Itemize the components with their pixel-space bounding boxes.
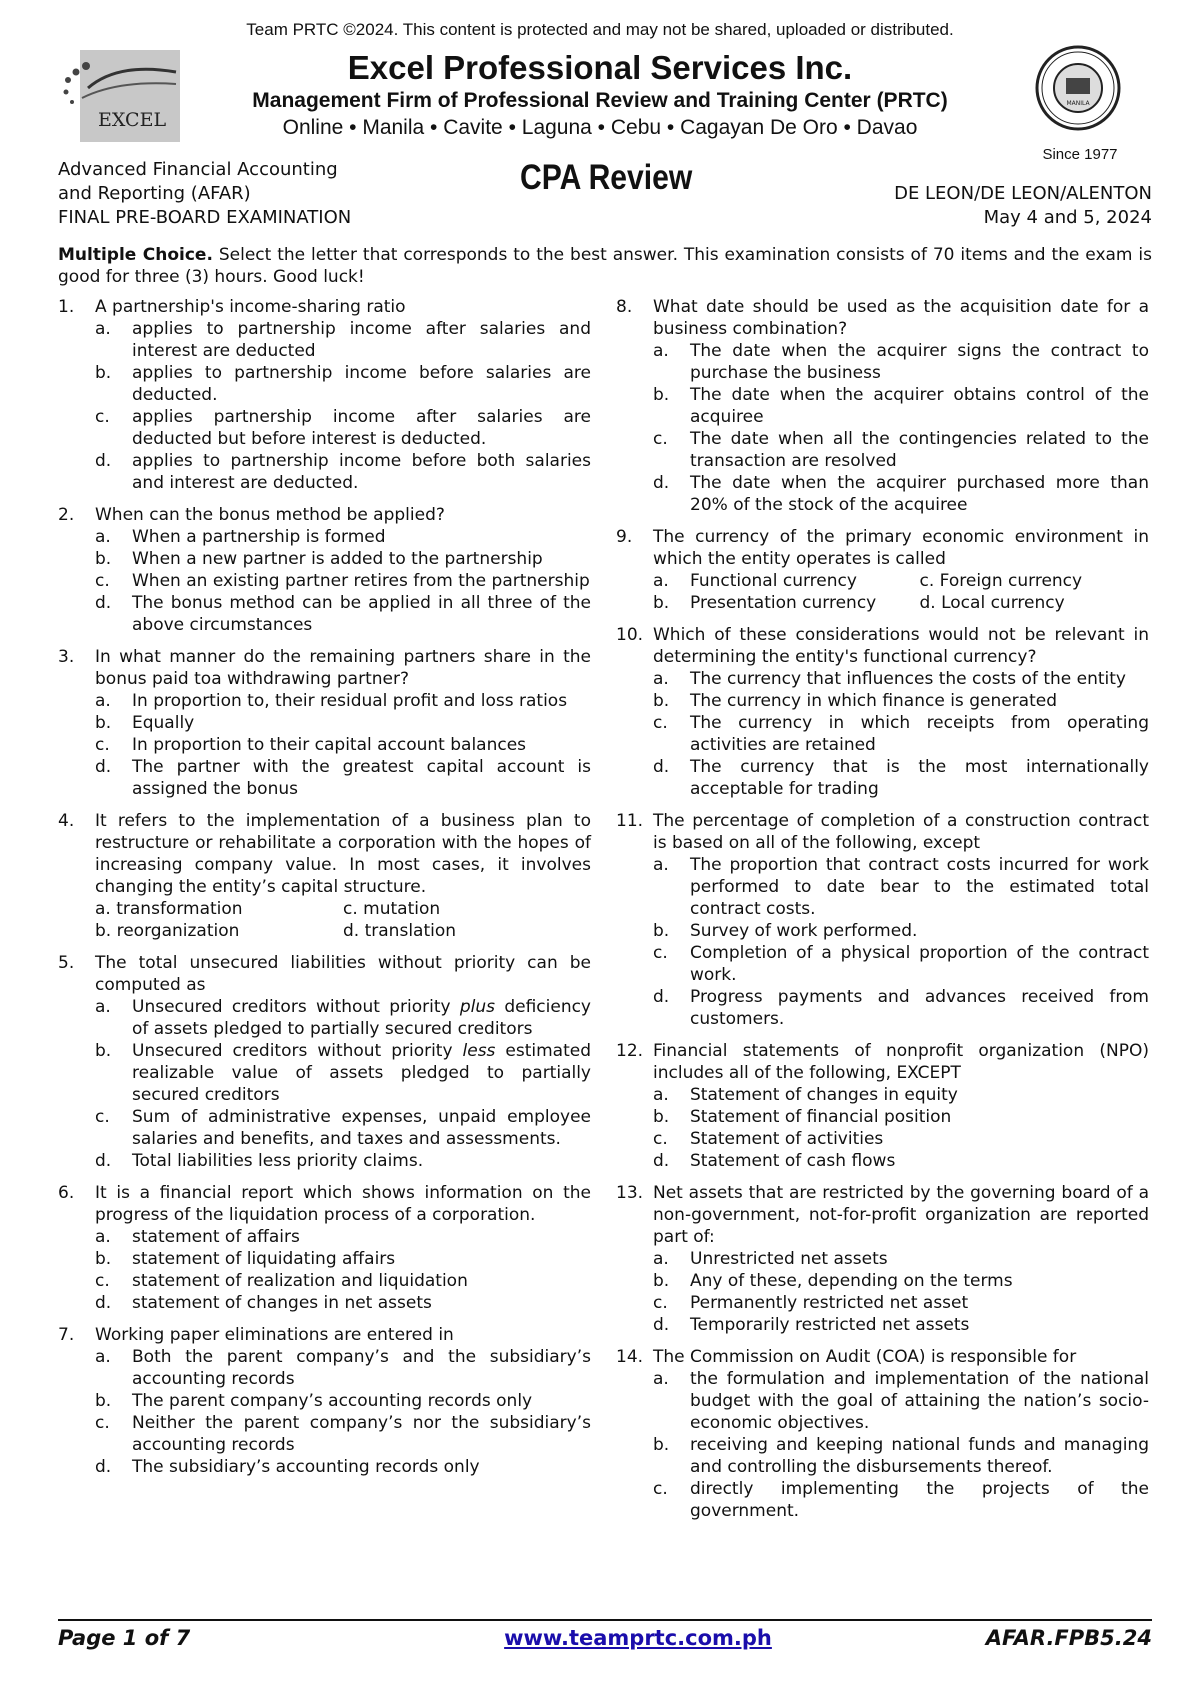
- option: b. receiving and keeping national funds and managing and controlling the disbursements thereof.: [653, 1435, 1149, 1477]
- company-header: [180, 48, 1020, 142]
- option: d. The date when the acquirer purchased more than 20% of the stock of the acquiree: [653, 473, 1149, 515]
- option: c. directly implementing the projects of the government.: [653, 1479, 1149, 1521]
- option: a. applies to partnership income after salaries and interest are deducted: [95, 319, 591, 361]
- instructions-text: Select the letter that corresponds to the best answer. This examination consists of 70 items and the exam is good for three (3) hours. Good luck!: [58, 245, 1152, 287]
- copyright-notice: Team PRTC ©2024. This content is protected and may not be shared, uploaded or distributed.: [246, 20, 954, 39]
- option: c. In proportion to their capital account balances: [95, 735, 527, 755]
- option: c. Permanently restricted net asset: [653, 1293, 969, 1313]
- option: a. The currency that influences the costs of the entity: [653, 669, 1126, 689]
- option: d. statement of changes in net assets: [95, 1293, 432, 1313]
- option: b. Unsecured creditors without priority less estimated realizable value of assets pledged to partially secured creditors: [95, 1041, 591, 1105]
- excel-logo: [58, 50, 180, 142]
- question-13: 13. Net assets that are restricted by the governing board of a non-government, not-for-profit organization are reported part of: a. Unrestricted net assets b. Any of these, depending on the terms c. Permanently restricted net asset d. Temporarily restricted net assets: [616, 1183, 1149, 1335]
- option: b. Presentation currency: [653, 593, 877, 613]
- option: d. The partner with the greatest capital account is assigned the bonus: [95, 757, 591, 799]
- instructions: [58, 244, 1152, 288]
- left-column: [58, 296, 591, 1488]
- authors: DE LEON/DE LEON/ALENTON: [894, 183, 1152, 204]
- prtc-seal: [1035, 45, 1121, 131]
- option: b. The date when the acquirer obtains control of the acquiree: [653, 385, 1149, 427]
- option: b. reorganization: [95, 921, 240, 941]
- option: d. The currency that is the most internationally acceptable for trading: [653, 757, 1149, 799]
- option: d. Statement of cash flows: [653, 1151, 896, 1171]
- option: b. The currency in which finance is generated: [653, 691, 1057, 711]
- option: c. mutation: [343, 899, 441, 919]
- option: a. The date when the acquirer signs the contract to purchase the business: [653, 341, 1149, 383]
- subject-info: [58, 158, 351, 230]
- option: b. When a new partner is added to the partnership: [95, 549, 543, 569]
- exam-type: FINAL PRE-BOARD EXAMINATION: [58, 207, 352, 228]
- authors-block: [894, 182, 1152, 230]
- question-2: 2. When can the bonus method be applied? a. When a partnership is formed b. When a new partner is added to the partnership c. When an existing partner retires from the partnership d. The bonus method can be applied in all three of the above circumstances: [58, 505, 591, 635]
- question-8: 8. What date should be used as the acquisition date for a business combination? a. The date when the acquirer signs the contract to purchase the business b. The date when the acquirer obtains control of the acquiree c. The date when all the contingencies related to the transaction are resolved d. The date when the acquirer purchased more than 20% of the stock of the acquiree: [616, 297, 1149, 515]
- option: b. Any of these, depending on the terms: [653, 1271, 1013, 1291]
- option: a. the formulation and implementation of the national budget with the goal of attaining the nation’s socio-economic objectives.: [653, 1369, 1149, 1433]
- option: a. Functional currency: [653, 571, 857, 591]
- exam-date: May 4 and 5, 2024: [983, 207, 1152, 228]
- option: a. transformation: [95, 899, 243, 919]
- company-name: Excel Professional Services Inc.: [347, 49, 853, 86]
- option: d. translation: [343, 921, 457, 941]
- option: b. Statement of financial position: [653, 1107, 952, 1127]
- option: c. Completion of a physical proportion of the contract work.: [653, 943, 1149, 985]
- subject-line-2: and Reporting (AFAR): [58, 183, 251, 204]
- question-4: 4. It refers to the implementation of a business plan to restructure or rehabilitate a corporation with the hopes of increasing company value. In most cases, it involves changing the entity’s capital structure. a. transformation c. mutation b. reorganization d. translation: [58, 811, 591, 941]
- right-column: [616, 296, 1149, 1532]
- website-link[interactable]: www.teamprtc.com.ph: [504, 1626, 772, 1650]
- svg-text:MANILA: MANILA: [1066, 100, 1090, 107]
- svg-text:EXCEL: EXCEL: [98, 109, 167, 131]
- subject-line-1: Advanced Financial Accounting: [58, 159, 338, 180]
- page-number: Page 1 of 7: [58, 1626, 191, 1650]
- footer-divider: [58, 1619, 1152, 1621]
- question-10: 10. Which of these considerations would not be relevant in determining the entity's functional currency? a. The currency that influences the costs of the entity b. The currency in which finance is generated c. The currency in which receipts from operating activities are retained d. The currency that is the most internationally acceptable for trading: [616, 625, 1149, 799]
- option: c. Statement of activities: [653, 1129, 884, 1149]
- question-14: 14. The Commission on Audit (COA) is responsible for a. the formulation and implementation of the national budget with the goal of attaining the nation’s socio-economic objectives. b. receiving and keeping national funds and managing and controlling the disbursements thereof. c. directly implementing the projects of the government.: [616, 1347, 1149, 1521]
- option: b. Equally: [95, 713, 195, 733]
- option: c. Neither the parent company’s nor the subsidiary’s accounting records: [95, 1413, 591, 1455]
- option-grid: [95, 898, 591, 942]
- question-12: 12. Financial statements of nonprofit organization (NPO) includes all of the following, EXCEPT a. Statement of changes in equity b. Statement of financial position c. Statement of activities d. Statement of cash flows: [616, 1041, 1149, 1171]
- option: c. When an existing partner retires from the partnership: [95, 571, 590, 591]
- option-grid: [653, 570, 1149, 614]
- option: d. Progress payments and advances received from customers.: [653, 987, 1149, 1029]
- option: a. In proportion to, their residual profit and loss ratios: [95, 691, 568, 711]
- option: c. The date when all the contingencies related to the transaction are resolved: [653, 429, 1149, 471]
- option: b. applies to partnership income before salaries are deducted.: [95, 363, 591, 405]
- question-5: 5. The total unsecured liabilities without priority can be computed as a. Unsecured creditors without priority plus deficiency of assets pledged to partially secured creditors b. Unsecured creditors without priority less estimated realizable value of assets pledged to partially secured creditors c. Sum of administrative expenses, unpaid employee salaries and benefits, and taxes and assessments. d. Total liabilities less priority claims.: [58, 953, 591, 1171]
- option: a. Statement of changes in equity: [653, 1085, 958, 1105]
- question-6: 6. It is a financial report which shows information on the progress of the liquidation process of a corporation. a. statement of affairs b. statement of liquidating affairs c. statement of realization and liquidation d. statement of changes in net assets: [58, 1183, 591, 1313]
- option: c. applies partnership income after salaries are deducted but before interest is deducted.: [95, 407, 591, 449]
- question-3: 3. In what manner do the remaining partners share in the bonus paid toa withdrawing partner? a. In proportion to, their residual profit and loss ratios b. Equally c. In proportion to their capital account balances d. The partner with the greatest capital account is assigned the bonus: [58, 647, 591, 799]
- option: d. Temporarily restricted net assets: [653, 1315, 970, 1335]
- option: a. statement of affairs: [95, 1227, 300, 1247]
- branch-list: Online • Manila • Cavite • Laguna • Cebu • Cagayan De Oro • Davao: [282, 116, 918, 139]
- option: a. The proportion that contract costs incurred for work performed to date bear to the estimated total contract costs.: [653, 855, 1149, 919]
- option: c. statement of realization and liquidation: [95, 1271, 468, 1291]
- since-label: Since 1977: [1042, 146, 1118, 163]
- option: b. Survey of work performed.: [653, 921, 918, 941]
- option: d. Local currency: [919, 593, 1065, 613]
- option: c. Foreign currency: [919, 571, 1083, 591]
- option: d. applies to partnership income before both salaries and interest are deducted.: [95, 451, 591, 493]
- question-7: 7. Working paper eliminations are entered in a. Both the parent company’s and the subsidiary’s accounting records b. The parent company’s accounting records only c. Neither the parent company’s nor the subsidiary’s accounting records d. The subsidiary’s accounting records only: [58, 1325, 591, 1477]
- option: a. Unsecured creditors without priority plus deficiency of assets pledged to partially secured creditors: [95, 997, 591, 1039]
- option: a. When a partnership is formed: [95, 527, 386, 547]
- option: c. Sum of administrative expenses, unpaid employee salaries and benefits, and taxes and assessments.: [95, 1107, 591, 1149]
- option: b. statement of liquidating affairs: [95, 1249, 396, 1269]
- option: b. The parent company’s accounting records only: [95, 1391, 533, 1411]
- instructions-label: Multiple Choice.: [58, 245, 213, 265]
- option: a. Unrestricted net assets: [653, 1249, 888, 1269]
- exam-code: AFAR.FPB5.24: [985, 1626, 1152, 1650]
- question-1: 1. A partnership's income-sharing ratio a. applies to partnership income after salaries and interest are deducted b. applies to partnership income before salaries are deducted. c. applies partnership income after salaries are deducted but before interest is deducted. d. applies to partnership income before both salaries and interest are deducted.: [58, 297, 591, 493]
- cpa-review-title: CPA Review: [520, 158, 693, 197]
- option: d. Total liabilities less priority claims.: [95, 1151, 424, 1171]
- option: a. Both the parent company’s and the subsidiary’s accounting records: [95, 1347, 591, 1389]
- question-9: 9. The currency of the primary economic environment in which the entity operates is called a. Functional currency c. Foreign currency b. Presentation currency d. Local currency: [616, 527, 1149, 613]
- firm-description: Management Firm of Professional Review and Training Center (PRTC): [252, 89, 948, 112]
- option: c. The currency in which receipts from operating activities are retained: [653, 713, 1149, 755]
- option: d. The bonus method can be applied in all three of the above circumstances: [95, 593, 591, 635]
- question-11: 11. The percentage of completion of a construction contract is based on all of the following, except a. The proportion that contract costs incurred for work performed to date bear to the estimated total contract costs. b. Survey of work performed. c. Completion of a physical proportion of the contract work. d. Progress payments and advances received from customers.: [616, 811, 1149, 1029]
- option: d. The subsidiary’s accounting records only: [95, 1457, 480, 1477]
